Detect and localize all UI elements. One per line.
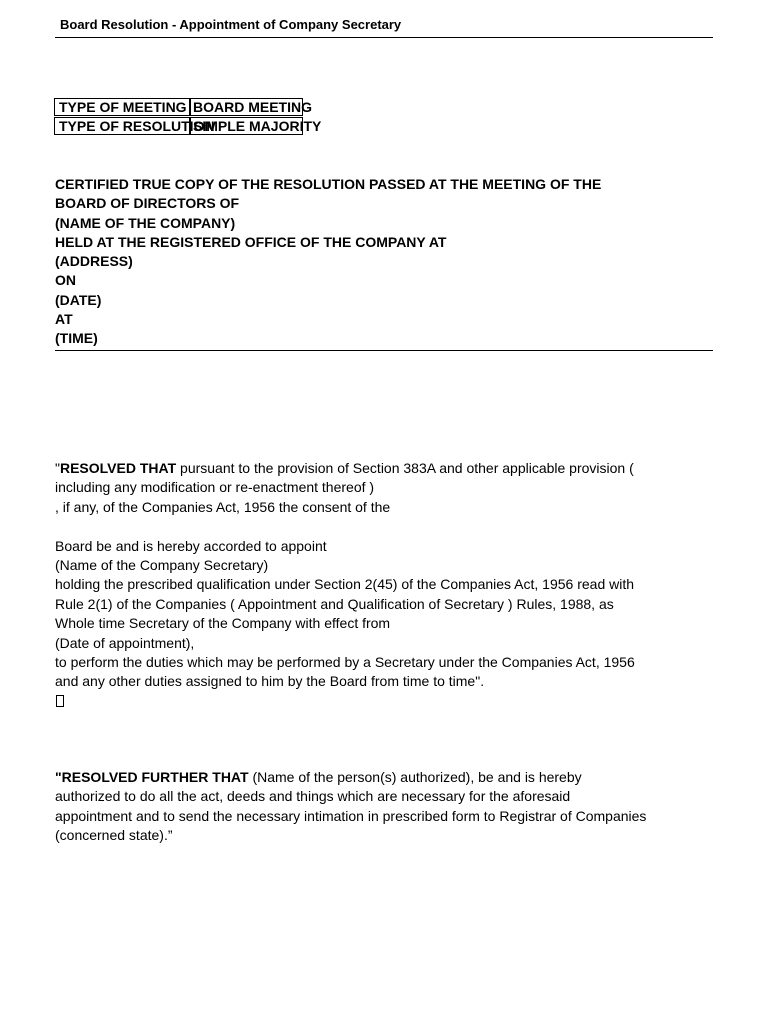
meeting-type-value: BOARD MEETING: [190, 98, 303, 116]
date-placeholder: (DATE): [55, 291, 102, 308]
resolution-line: including any modification or re-enactment thereof ): [55, 479, 375, 496]
address-placeholder: (ADDRESS): [55, 253, 133, 270]
certified-line: CERTIFIED TRUE COPY OF THE RESOLUTION PASSED AT THE MEETING OF THE: [55, 176, 602, 192]
resolution-line: Whole time Secretary of the Company with effect from: [55, 615, 391, 632]
resolution-paragraph: [55, 459, 715, 711]
resolution-line: , if any, of the Companies Act, 1956 the consent of the: [55, 498, 391, 515]
certified-line: ON: [55, 272, 76, 289]
meeting-type-label: TYPE OF MEETING: [54, 98, 190, 116]
resolution-line: and any other duties assigned to him by the Board from time to time".: [55, 673, 485, 690]
appointment-date-placeholder: (Date of appointment),: [55, 634, 195, 651]
resolution-line: authorized to do all the act, deeds and things which are necessary for the aforesaid: [55, 788, 571, 805]
resolution-line: holding the prescribed qualification under Section 2(45) of the Companies Act, 1956 read with: [55, 576, 635, 593]
missing-glyph-icon: [56, 695, 64, 707]
paragraph-spacer: [55, 517, 715, 536]
certified-copy-heading: [55, 175, 695, 349]
resolution-line: [55, 692, 715, 711]
certified-line: HELD AT THE REGISTERED OFFICE OF THE COMPANY AT: [55, 233, 447, 250]
resolution-line: (concerned state).”: [55, 827, 173, 844]
resolution-line: to perform the duties which may be performed by a Secretary under the Companies Act, 1956: [55, 654, 635, 671]
resolution-type-label: TYPE OF RESOLUTION: [54, 117, 190, 135]
open-quote: ": [55, 460, 60, 476]
resolution-text: pursuant to the provision of Section 383A and other applicable provision (: [176, 460, 634, 476]
header-divider: [55, 37, 713, 38]
certified-line: BOARD OF DIRECTORS OF: [55, 195, 240, 212]
company-name-placeholder: (NAME OF THE COMPANY): [55, 214, 236, 231]
resolution-type-value: SIMPLE MAJORITY: [190, 117, 303, 135]
resolved-that-label: RESOLVED THAT: [59, 460, 177, 476]
resolution-line: Board be and is hereby accorded to appoint: [55, 537, 327, 554]
resolution-text: (Name of the person(s) authorized), be and is hereby: [248, 769, 582, 785]
resolution-line: appointment and to send the necessary intimation in prescribed form to Registrar of Companies: [55, 807, 647, 824]
resolution-line: [55, 768, 715, 787]
resolution-line: Rule 2(1) of the Companies ( Appointment and Qualification of Secretary ) Rules, 1988, as: [55, 595, 614, 612]
resolved-further-label: "RESOLVED FURTHER THAT: [55, 769, 249, 785]
time-placeholder: (TIME): [55, 330, 98, 347]
heading-divider: [55, 350, 713, 351]
certified-line: AT: [55, 311, 73, 328]
document-header-title: Board Resolution - Appointment of Company Secretary: [60, 17, 402, 32]
further-resolution-paragraph: [55, 768, 715, 846]
secretary-name-placeholder: (Name of the Company Secretary): [55, 557, 269, 574]
resolution-line: [55, 459, 715, 478]
